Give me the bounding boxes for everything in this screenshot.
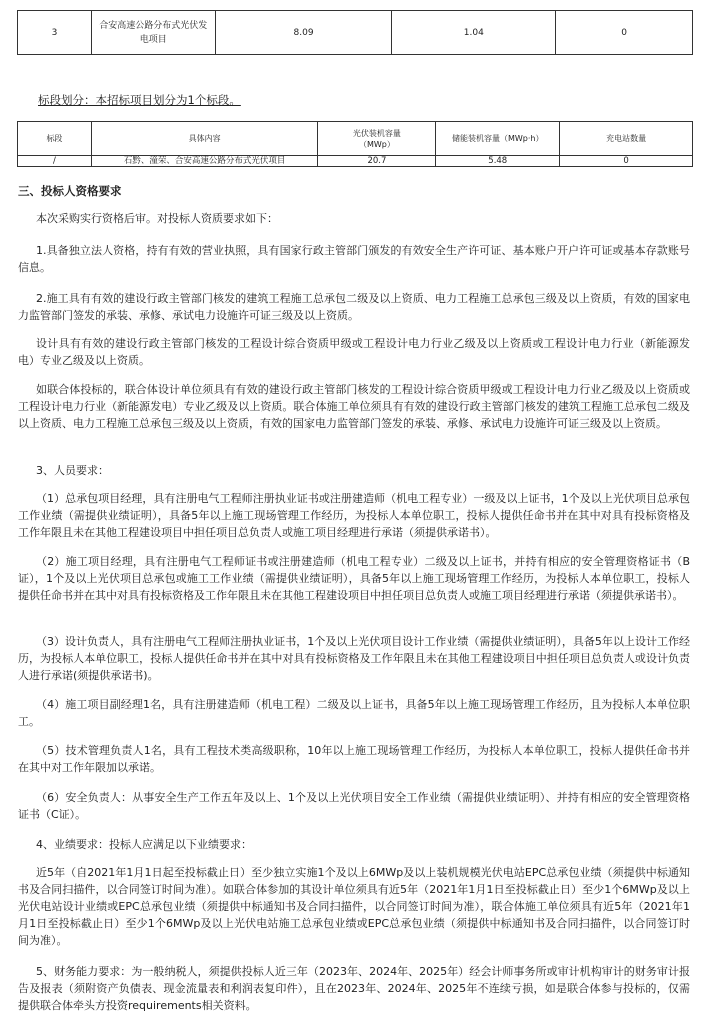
cell-storage: 5.48	[436, 156, 560, 167]
storage-capacity: 1.04	[392, 11, 556, 55]
cell-charging: 0	[560, 156, 693, 167]
header-charging: 充电站数量	[560, 122, 693, 156]
personnel-2: （2）施工项目经理，具有注册电气工程师证书或注册建造师（机电工程专业）二级及以上证书，并持有相应的安全管理资格证书（B证），1个及以上光伏项目总承包或施工工作业绩（需提供业绩证明），具备5年以上施工现场管理工作经历，为投标人本单位职工，投标人提供任命书并在其中对具有投标资格及工作年限且未在其他工程建设项目中担任项目总负责人或施工项目经理进行承诺（须提供承诺书）。	[18, 555, 690, 602]
section-intro: 本次采购实行资格后审。对投标人资质要求如下：	[36, 212, 278, 225]
project-name-line1: 合安高速公路分布式光伏发	[99, 20, 208, 31]
table-row	[18, 11, 693, 55]
segment-intro: 标段划分：本招标项目划分为1个标段。	[38, 93, 241, 107]
personnel-5: （5）技术管理负责人1名，具有工程技术类高级职称，10年以上施工现场管理工作经历，为投标人本单位职工，投标人提供任命书并在其中对工作年限加以承诺。	[18, 744, 690, 774]
consortium-requirement: 如联合体投标的，联合体设计单位须具有有效的建设行政主管部门核发的工程设计综合资质甲级或工程设计电力行业乙级及以上资质或工程设计电力行业（新能源发电）专业乙级及以上资质。联合体施工单位须具有有效的建设行政主管部门核发的建筑工程施工总承包二级及以上资质、电力工程施工总承包三级及以上资质，有效的国家电力监管部门签发的承装、承修、承试电力设施许可证三级及以上资质。	[18, 383, 690, 430]
cell-pv: 20.7	[318, 156, 436, 167]
header-content: 具体内容	[91, 122, 318, 156]
personnel-3: （3）设计负责人，具有注册电气工程师注册执业证书，1个及以上光伏项目设计工作业绩（需提供业绩证明），具备5年以上设计工作经历，为投标人本单位职工，投标人提供任命书并在其中对具有投标资格及工作年限且未在其他工程建设项目中担任项目总负责人或设计负责人进行承诺(须提供承诺书)。	[18, 635, 690, 682]
segment-table	[17, 121, 693, 167]
section-title: 三、投标人资格要求	[18, 184, 122, 198]
personnel-4: （4）施工项目副经理1名，具有注册建造师（机电工程）二级及以上证书，具备5年以上施工现场管理工作经历，且为投标人本单位职工。	[18, 698, 690, 728]
project-name-line2: 电项目	[139, 34, 167, 45]
requirement-1: 1.具备独立法人资格，持有有效的营业执照，具有国家行政主管部门颁发的有效安全生产许可证、基本账户开户许可证或基本存款账号信息。	[18, 244, 690, 274]
row-index: 3	[18, 11, 92, 55]
header-storage: 储能装机容量（MWp·h）	[436, 122, 560, 156]
header-segment: 标段	[18, 122, 92, 156]
performance-title: 4、业绩要求：投标人应满足以下业绩要求：	[36, 838, 252, 851]
table-row	[18, 156, 693, 167]
personnel-1: （1）总承包项目经理，具有注册电气工程师注册执业证书或注册建造师（机电工程专业）一级及以上证书，1个及以上光伏项目总承包工作业绩（需提供业绩证明），具备5年以上施工现场管理工作经历，为投标人本单位职工，投标人提供任命书并在其中对具有投标资格及工作年限且未在其他工程建设项目中担任项目总负责人或施工项目经理进行承诺（须提供承诺书）。	[18, 492, 690, 539]
project-name	[91, 11, 215, 55]
project-table-tail	[17, 10, 693, 55]
pv-capacity: 8.09	[215, 11, 392, 55]
header-pv	[318, 122, 436, 156]
table-header-row	[18, 122, 693, 156]
finance-requirement: 5、财务能力要求：为一般纳税人，须提供投标人近三年（2023年、2024年、2025年）经会计师事务所或审计机构审计的财务审计报告及报表（须附资产负债表、现金流量表和利润表复印件），且在2023年、2024年、2025年不连续亏损，如是联合体参与投标的，仅需提供联合体牵头方投资requirements相关资料。	[18, 965, 690, 1012]
requirement-2: 2.施工具有有效的建设行政主管部门核发的建筑工程施工总承包二级及以上资质、电力工程施工总承包三级及以上资质，有效的国家电力监管部门签发的承装、承修、承试电力设施许可证三级及以上资质。	[18, 292, 690, 322]
personnel-6: （6）安全负责人：从事安全生产工作五年及以上、1个及以上光伏项目安全工作业绩（需提供业绩证明）、并持有相应的安全管理资格证书（C证）。	[18, 791, 690, 821]
cell-content: 石黔、潼荣、合安高速公路分布式光伏项目	[91, 156, 318, 167]
charging-count: 0	[556, 11, 693, 55]
personnel-title: 3、人员要求：	[36, 464, 109, 477]
cell-segment: /	[18, 156, 92, 167]
design-requirement: 设计具有有效的建设行政主管部门核发的工程设计综合资质甲级或工程设计电力行业乙级及以上资质或工程设计电力行业（新能源发电）专业乙级及以上资质。	[18, 337, 690, 367]
performance-requirement: 近5年（自2021年1月1日起至投标截止日）至少独立实施1个及以上6MWp及以上装机规模光伏电站EPC总承包业绩（须提供中标通知书及合同扫描件，以合同签订时间为准）。如联合体参加的其设计单位须具有近5年（2021年1月1日至投标截止日）至少1个6MWp及以上光伏电站设计业绩或EPC总承包业绩（须提供中标通知书及合同扫描件，以合同签订时间为准），联合体施工单位须具有近5年（2021年1月1日至投标截止日）至少1个6MWp及以上光伏电站施工总承包业绩或EPC总承包业绩（须提供中标通知书及合同扫描件，以合同签订时间为准）。	[18, 866, 690, 947]
header-pv-line2: （MWp）	[358, 139, 395, 149]
header-pv-line1: 光伏装机容量	[352, 128, 401, 138]
